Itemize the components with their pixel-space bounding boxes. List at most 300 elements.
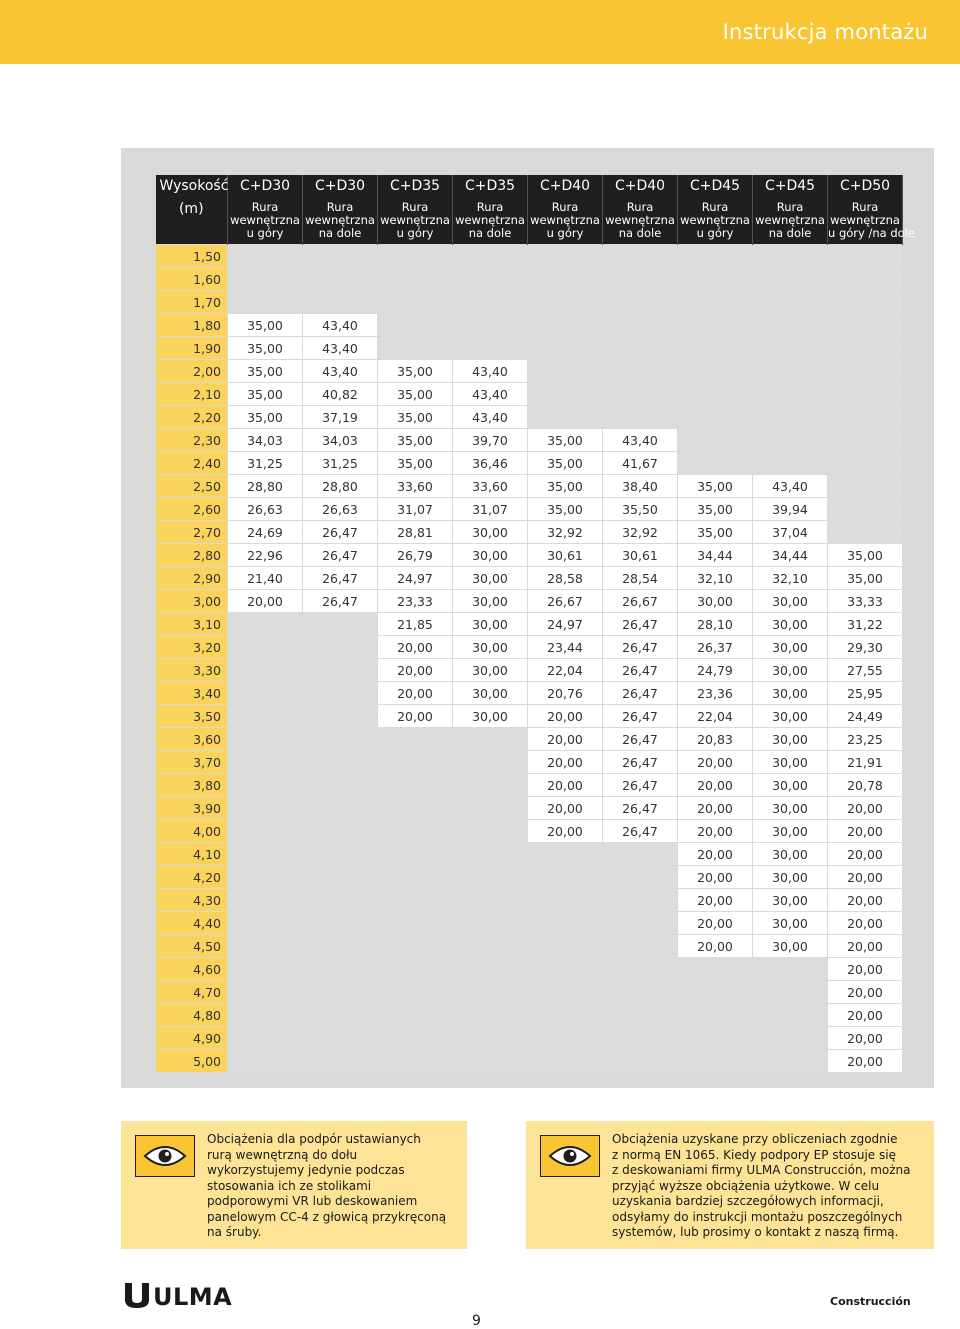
- empty-cell: [453, 1004, 528, 1027]
- empty-cell: [753, 406, 828, 429]
- load-cell: 20,00: [678, 820, 753, 843]
- empty-cell: [753, 337, 828, 360]
- empty-cell: [828, 337, 903, 360]
- empty-cell: [378, 337, 453, 360]
- load-cell: 20,00: [678, 866, 753, 889]
- load-cell: 26,47: [603, 728, 678, 751]
- load-cell: 31,25: [303, 452, 378, 475]
- load-cell: 23,44: [528, 636, 603, 659]
- empty-cell: [678, 981, 753, 1004]
- note-line: Obciążenia uzyskane przy obliczeniach zgodnie: [612, 1132, 898, 1146]
- column-header-code: C+D45: [678, 175, 753, 197]
- empty-cell: [303, 659, 378, 682]
- height-cell: 1,50: [156, 245, 228, 268]
- load-cell: 32,10: [678, 567, 753, 590]
- empty-cell: [528, 912, 603, 935]
- ulma-logo: [123, 1281, 233, 1311]
- column-header-line: na dole: [318, 226, 362, 240]
- height-cell: 3,00: [156, 590, 228, 613]
- load-cell: 20,00: [528, 751, 603, 774]
- empty-cell: [678, 429, 753, 452]
- column-header-line: Rura: [776, 200, 804, 214]
- table-row: [156, 245, 903, 268]
- empty-cell: [528, 383, 603, 406]
- empty-cell: [228, 958, 303, 981]
- column-header-line: wewnętrzna: [455, 213, 525, 227]
- height-cell: 4,80: [156, 1004, 228, 1027]
- height-cell: 3,10: [156, 613, 228, 636]
- note-line: z normą EN 1065. Kiedy podpory EP stosuje się: [612, 1147, 896, 1162]
- height-cell: 3,80: [156, 774, 228, 797]
- table-row: [156, 337, 903, 360]
- note-line: systemów, lub prosimy o kontakt z naszą firmą.: [612, 1225, 899, 1239]
- column-header-line: wewnętrzna: [305, 213, 375, 227]
- load-cell: 43,40: [303, 314, 378, 337]
- empty-cell: [753, 314, 828, 337]
- load-cell: 33,60: [453, 475, 528, 498]
- empty-cell: [678, 383, 753, 406]
- empty-cell: [228, 245, 303, 268]
- load-cell: 20,00: [828, 912, 903, 935]
- load-cell: 20,00: [828, 1050, 903, 1073]
- empty-cell: [303, 636, 378, 659]
- load-cell: 28,10: [678, 613, 753, 636]
- load-cell: 24,49: [828, 705, 903, 728]
- height-cell: 4,60: [156, 958, 228, 981]
- height-cell: 3,40: [156, 682, 228, 705]
- load-cell: 35,00: [528, 429, 603, 452]
- column-header-description: [228, 197, 303, 245]
- note-left: [121, 1121, 467, 1249]
- empty-cell: [528, 958, 603, 981]
- empty-cell: [303, 291, 378, 314]
- empty-cell: [228, 889, 303, 912]
- load-cell: 30,00: [753, 797, 828, 820]
- load-cell: 35,00: [378, 383, 453, 406]
- table-row: [156, 866, 903, 889]
- empty-cell: [303, 751, 378, 774]
- column-header-line: wewnętrzna: [380, 213, 450, 227]
- table-row: [156, 429, 903, 452]
- column-header-code: C+D40: [528, 175, 603, 197]
- height-cell: 2,20: [156, 406, 228, 429]
- column-header-line: wewnętrzna: [830, 213, 900, 227]
- load-cell: 33,60: [378, 475, 453, 498]
- empty-cell: [453, 1050, 528, 1073]
- load-cell: 32,10: [753, 567, 828, 590]
- load-cell: 34,44: [753, 544, 828, 567]
- load-table: [155, 175, 915, 1073]
- column-header-description: [528, 197, 603, 245]
- empty-cell: [678, 314, 753, 337]
- empty-cell: [303, 1004, 378, 1027]
- empty-cell: [453, 958, 528, 981]
- load-cell: 30,00: [453, 705, 528, 728]
- note-line: wykorzystujemy jedynie podczas: [207, 1163, 405, 1177]
- load-cell: 35,00: [828, 544, 903, 567]
- load-cell: 26,63: [303, 498, 378, 521]
- empty-cell: [528, 291, 603, 314]
- load-cell: 43,40: [453, 383, 528, 406]
- table-row: [156, 590, 903, 613]
- empty-cell: [303, 774, 378, 797]
- empty-cell: [678, 1004, 753, 1027]
- empty-cell: [828, 245, 903, 268]
- note-left-text: [207, 1132, 459, 1241]
- load-cell: 30,00: [453, 682, 528, 705]
- load-cell: 35,00: [228, 314, 303, 337]
- load-cell: 38,40: [603, 475, 678, 498]
- load-cell: 30,00: [453, 567, 528, 590]
- empty-cell: [828, 383, 903, 406]
- column-header-line: Rura: [251, 200, 279, 214]
- column-header-description: [753, 197, 828, 245]
- note-line: na śruby.: [207, 1225, 262, 1239]
- empty-cell: [453, 268, 528, 291]
- column-header-line: wewnętrzna: [530, 213, 600, 227]
- empty-cell: [378, 958, 453, 981]
- load-cell: 20,00: [828, 1004, 903, 1027]
- column-header-description: [453, 197, 528, 245]
- load-cell: 32,92: [603, 521, 678, 544]
- note-line: Obciążenia dla podpór ustawianych: [207, 1132, 421, 1146]
- column-header-code: C+D45: [753, 175, 828, 197]
- load-cell: 35,00: [378, 360, 453, 383]
- empty-cell: [303, 866, 378, 889]
- empty-cell: [603, 866, 678, 889]
- empty-cell: [528, 406, 603, 429]
- load-cell: 35,00: [228, 406, 303, 429]
- table-row: [156, 1050, 903, 1073]
- empty-cell: [528, 981, 603, 1004]
- note-line: podporowymi VR lub deskowaniem: [207, 1194, 418, 1208]
- empty-cell: [453, 981, 528, 1004]
- load-cell: 33,33: [828, 590, 903, 613]
- empty-cell: [453, 797, 528, 820]
- load-cell: 30,00: [753, 682, 828, 705]
- load-cell: 35,00: [378, 452, 453, 475]
- empty-cell: [303, 912, 378, 935]
- load-cell: 24,97: [378, 567, 453, 590]
- column-header-line: u góry: [546, 226, 584, 240]
- column-header-line: Rura: [851, 200, 879, 214]
- empty-cell: [453, 912, 528, 935]
- empty-cell: [378, 820, 453, 843]
- ulma-logo-mark: [123, 1281, 151, 1309]
- load-cell: 31,07: [453, 498, 528, 521]
- load-cell: 37,19: [303, 406, 378, 429]
- load-cell: 30,00: [753, 728, 828, 751]
- column-header-line: Rura: [551, 200, 579, 214]
- load-cell: 26,47: [603, 613, 678, 636]
- column-header-code: C+D30: [303, 175, 378, 197]
- empty-cell: [528, 268, 603, 291]
- empty-cell: [528, 1004, 603, 1027]
- load-cell: 25,95: [828, 682, 903, 705]
- load-cell: 24,79: [678, 659, 753, 682]
- load-cell: 30,00: [453, 636, 528, 659]
- load-cell: 20,00: [678, 774, 753, 797]
- load-cell: 20,00: [678, 751, 753, 774]
- column-header-line: na dole: [468, 226, 512, 240]
- table-row: [156, 774, 903, 797]
- column-header-line: wewnętrzna: [605, 213, 675, 227]
- empty-cell: [678, 406, 753, 429]
- column-header-code: C+D35: [378, 175, 453, 197]
- empty-cell: [528, 1050, 603, 1073]
- load-cell: 30,00: [753, 590, 828, 613]
- empty-cell: [603, 406, 678, 429]
- load-cell: 30,00: [678, 590, 753, 613]
- empty-cell: [228, 981, 303, 1004]
- empty-cell: [378, 1004, 453, 1027]
- empty-cell: [678, 291, 753, 314]
- height-cell: 1,60: [156, 268, 228, 291]
- load-cell: 20,00: [828, 889, 903, 912]
- load-cell: 43,40: [453, 406, 528, 429]
- column-header-line: u góry: [396, 226, 434, 240]
- empty-cell: [603, 981, 678, 1004]
- table-row: [156, 981, 903, 1004]
- load-cell: 35,00: [378, 429, 453, 452]
- empty-cell: [678, 337, 753, 360]
- height-cell: 2,80: [156, 544, 228, 567]
- load-cell: 20,00: [828, 797, 903, 820]
- empty-cell: [228, 291, 303, 314]
- note-line: odsyłamy do instrukcji montażu poszczególnych: [612, 1209, 903, 1224]
- empty-cell: [603, 843, 678, 866]
- height-cell: 4,30: [156, 889, 228, 912]
- load-cell: 20,00: [828, 1027, 903, 1050]
- eye-icon: [540, 1135, 600, 1177]
- empty-cell: [753, 360, 828, 383]
- table-row: [156, 291, 903, 314]
- empty-cell: [378, 314, 453, 337]
- load-cell: 22,96: [228, 544, 303, 567]
- empty-cell: [378, 981, 453, 1004]
- table-body: [156, 245, 903, 1073]
- load-cell: 37,04: [753, 521, 828, 544]
- load-cell: 20,00: [228, 590, 303, 613]
- empty-cell: [753, 452, 828, 475]
- table-row: [156, 1004, 903, 1027]
- empty-cell: [453, 291, 528, 314]
- load-cell: 30,00: [753, 774, 828, 797]
- table-row: [156, 268, 903, 291]
- empty-cell: [528, 245, 603, 268]
- load-cell: 20,00: [678, 889, 753, 912]
- column-header-line: Rura: [476, 200, 504, 214]
- empty-cell: [303, 1050, 378, 1073]
- load-cell: 35,00: [678, 475, 753, 498]
- column-header-unit: (m): [156, 197, 228, 245]
- load-cell: 30,00: [453, 659, 528, 682]
- empty-cell: [528, 314, 603, 337]
- height-cell: 3,50: [156, 705, 228, 728]
- load-cell: 43,40: [753, 475, 828, 498]
- load-cell: 20,00: [678, 935, 753, 958]
- height-cell: 4,70: [156, 981, 228, 1004]
- load-cell: 35,00: [828, 567, 903, 590]
- empty-cell: [753, 429, 828, 452]
- load-cell: 43,40: [303, 337, 378, 360]
- height-cell: 2,00: [156, 360, 228, 383]
- note-right: [526, 1121, 934, 1249]
- empty-cell: [453, 935, 528, 958]
- empty-cell: [228, 705, 303, 728]
- load-cell: 21,85: [378, 613, 453, 636]
- column-header-code: C+D50: [828, 175, 903, 197]
- table-row: [156, 452, 903, 475]
- load-cell: 26,37: [678, 636, 753, 659]
- load-cell: 35,00: [228, 360, 303, 383]
- column-header-description: [378, 197, 453, 245]
- load-cell: 20,00: [528, 797, 603, 820]
- load-cell: 20,00: [678, 843, 753, 866]
- empty-cell: [378, 245, 453, 268]
- empty-cell: [228, 268, 303, 291]
- empty-cell: [228, 797, 303, 820]
- height-cell: 5,00: [156, 1050, 228, 1073]
- load-cell: 31,22: [828, 613, 903, 636]
- empty-cell: [453, 843, 528, 866]
- empty-cell: [453, 337, 528, 360]
- empty-cell: [303, 797, 378, 820]
- height-cell: 1,70: [156, 291, 228, 314]
- empty-cell: [228, 613, 303, 636]
- note-right-text: [612, 1132, 926, 1241]
- load-cell: 26,47: [603, 636, 678, 659]
- height-cell: 4,90: [156, 1027, 228, 1050]
- empty-cell: [378, 912, 453, 935]
- empty-cell: [828, 429, 903, 452]
- load-cell: 30,00: [753, 935, 828, 958]
- empty-cell: [753, 958, 828, 981]
- empty-cell: [753, 1027, 828, 1050]
- column-header-line: Rura: [626, 200, 654, 214]
- table-row: [156, 314, 903, 337]
- height-cell: 1,90: [156, 337, 228, 360]
- empty-cell: [678, 245, 753, 268]
- load-cell: 20,78: [828, 774, 903, 797]
- empty-cell: [828, 475, 903, 498]
- height-cell: 1,80: [156, 314, 228, 337]
- table-header-descriptions: [156, 197, 903, 245]
- load-cell: 26,47: [303, 521, 378, 544]
- column-header-description: [603, 197, 678, 245]
- empty-cell: [228, 636, 303, 659]
- load-cell: 30,61: [528, 544, 603, 567]
- load-cell: 20,00: [528, 705, 603, 728]
- load-cell: 30,00: [753, 843, 828, 866]
- empty-cell: [603, 268, 678, 291]
- empty-cell: [453, 1027, 528, 1050]
- load-cell: 29,30: [828, 636, 903, 659]
- empty-cell: [453, 820, 528, 843]
- table-row: [156, 613, 903, 636]
- eye-icon: [135, 1135, 195, 1177]
- empty-cell: [828, 314, 903, 337]
- empty-cell: [753, 268, 828, 291]
- empty-cell: [453, 751, 528, 774]
- empty-cell: [303, 889, 378, 912]
- load-cell: 20,00: [378, 636, 453, 659]
- load-cell: 27,55: [828, 659, 903, 682]
- load-cell: 28,81: [378, 521, 453, 544]
- empty-cell: [603, 314, 678, 337]
- load-cell: 23,33: [378, 590, 453, 613]
- height-cell: 4,50: [156, 935, 228, 958]
- empty-cell: [828, 406, 903, 429]
- column-header-description: [828, 197, 915, 245]
- height-cell: 4,00: [156, 820, 228, 843]
- empty-cell: [378, 1050, 453, 1073]
- load-cell: 20,00: [528, 728, 603, 751]
- empty-cell: [303, 268, 378, 291]
- empty-cell: [378, 935, 453, 958]
- height-cell: 2,30: [156, 429, 228, 452]
- table-row: [156, 958, 903, 981]
- load-cell: 34,44: [678, 544, 753, 567]
- empty-cell: [603, 1004, 678, 1027]
- note-line: uzyskania bardziej szczegółowych informacji,: [612, 1194, 884, 1208]
- load-cell: 30,00: [753, 751, 828, 774]
- height-cell: 2,50: [156, 475, 228, 498]
- empty-cell: [453, 774, 528, 797]
- empty-cell: [453, 889, 528, 912]
- table-row: [156, 682, 903, 705]
- load-cell: 20,00: [528, 820, 603, 843]
- page-title: Instrukcja montażu: [722, 20, 928, 44]
- empty-cell: [828, 268, 903, 291]
- column-header-line: Rura: [401, 200, 429, 214]
- note-line: rurą wewnętrzną do dołu: [207, 1147, 358, 1162]
- table-row: [156, 843, 903, 866]
- load-cell: 30,00: [753, 889, 828, 912]
- load-cell: 34,03: [228, 429, 303, 452]
- load-cell: 20,00: [378, 682, 453, 705]
- empty-cell: [228, 935, 303, 958]
- load-cell: 39,94: [753, 498, 828, 521]
- empty-cell: [303, 245, 378, 268]
- height-cell: 4,10: [156, 843, 228, 866]
- load-cell: 30,00: [753, 912, 828, 935]
- empty-cell: [228, 728, 303, 751]
- load-cell: 20,00: [828, 981, 903, 1004]
- note-line: panelowym CC-4 z głowicą przykręconą: [207, 1209, 447, 1224]
- column-header-code: C+D40: [603, 175, 678, 197]
- column-header-height: Wysokość: [156, 175, 228, 197]
- empty-cell: [228, 774, 303, 797]
- column-header-line: wewnętrzna: [230, 213, 300, 227]
- empty-cell: [678, 360, 753, 383]
- column-header-description: [678, 197, 753, 245]
- empty-cell: [378, 291, 453, 314]
- empty-cell: [603, 1027, 678, 1050]
- table-row: [156, 797, 903, 820]
- height-cell: 2,60: [156, 498, 228, 521]
- load-cell: 28,54: [603, 567, 678, 590]
- empty-cell: [228, 682, 303, 705]
- load-cell: 20,00: [528, 774, 603, 797]
- height-cell: 3,90: [156, 797, 228, 820]
- height-cell: 2,40: [156, 452, 228, 475]
- empty-cell: [528, 889, 603, 912]
- empty-cell: [228, 659, 303, 682]
- empty-cell: [828, 360, 903, 383]
- empty-cell: [603, 1050, 678, 1073]
- load-cell: 22,04: [528, 659, 603, 682]
